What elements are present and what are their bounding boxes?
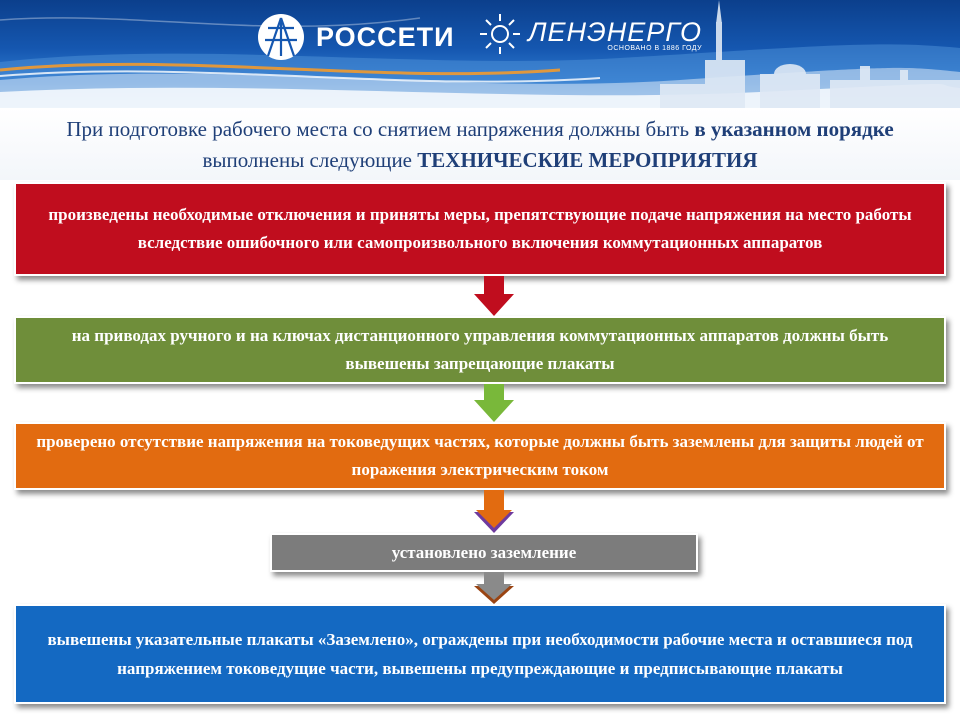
lenenergo-logo	[478, 12, 702, 56]
step-1-box	[14, 182, 946, 276]
title-part-2: выполнены следующие	[202, 148, 418, 172]
rosseti-emblem-icon	[256, 12, 306, 62]
arrow-step-2-to-3	[474, 384, 514, 422]
step-4-text: установлено заземление	[391, 542, 577, 562]
title-bold-1: в указанном порядке	[694, 117, 894, 141]
title-bold-2: ТЕХНИЧЕСКИЕ МЕРОПРИЯТИЯ	[417, 148, 758, 172]
header-banner	[0, 0, 960, 108]
step-2-box	[14, 316, 946, 384]
page-title	[14, 114, 946, 176]
arrow-step-4-to-5	[474, 572, 514, 604]
step-2-text: на приводах ручного и на ключах дистанционного управления коммутационных аппаратов должны быть вывешены запрещающие плакаты	[71, 326, 889, 373]
lenenergo-name: ЛЕНЭНЕРГО	[528, 16, 703, 47]
rosseti-logo	[256, 12, 455, 62]
arrow-step-3-to-4	[474, 490, 514, 533]
step-4-box	[270, 533, 698, 572]
title-part-1: При подготовке рабочего места со снятием напряжения должны быть	[66, 117, 695, 141]
step-1-text: произведены необходимые отключения и приняты меры, препятствующие подаче напряжения на место работы вследствие ошибочного или самопроизвольного включения коммутационных аппаратов	[48, 205, 912, 252]
step-5-text: вывешены указательные плакаты «Заземлено», ограждены при необходимости рабочие места и оставшиеся под напряжением токоведущие части, вывешены предупреждающие и предписывающие плакаты	[47, 630, 913, 678]
step-5-box	[14, 604, 946, 704]
step-3-box	[14, 422, 946, 490]
arrow-step-1-to-2	[474, 276, 514, 316]
rosseti-name: РОССЕТИ	[316, 21, 455, 52]
step-3-text: проверено отсутствие напряжения на токоведущих частях, которые должны быть заземлены для защиты людей от поражения электрическим током	[36, 432, 924, 479]
lenenergo-sun-icon	[478, 12, 522, 56]
lenenergo-subtitle: ОСНОВАНО В 1886 ГОДУ	[607, 44, 703, 52]
